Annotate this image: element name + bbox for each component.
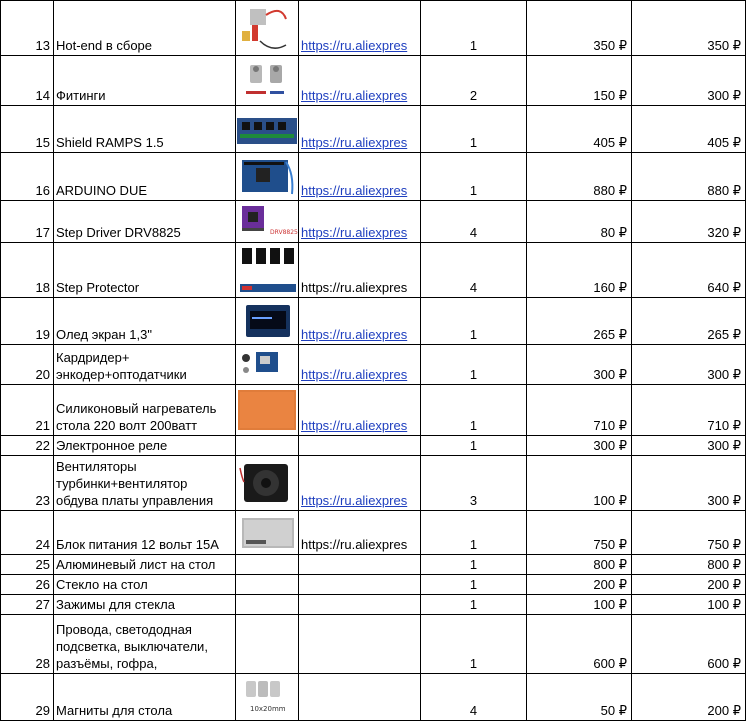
total-price: 200 ₽ <box>632 674 746 721</box>
row-number: 25 <box>1 555 54 575</box>
item-name[interactable]: Фитинги <box>54 56 236 106</box>
row-number: 21 <box>1 385 54 436</box>
quantity: 4 <box>421 243 527 298</box>
item-name[interactable]: Step Driver DRV8825 <box>54 201 236 243</box>
row-number: 27 <box>1 595 54 615</box>
row-number: 15 <box>1 106 54 153</box>
table-row <box>1 595 746 615</box>
unit-price: 80 ₽ <box>527 201 632 243</box>
row-number: 17 <box>1 201 54 243</box>
total-price: 300 ₽ <box>632 56 746 106</box>
unit-price: 50 ₽ <box>527 674 632 721</box>
total-price: 600 ₽ <box>632 615 746 674</box>
product-link[interactable]: https://ru.aliexpres <box>299 153 421 201</box>
product-link <box>299 575 421 595</box>
row-number: 16 <box>1 153 54 201</box>
quantity: 1 <box>421 436 527 456</box>
row-number: 14 <box>1 56 54 106</box>
row-number: 20 <box>1 345 54 385</box>
quantity: 2 <box>421 56 527 106</box>
unit-price: 300 ₽ <box>527 436 632 456</box>
total-price: 710 ₽ <box>632 385 746 436</box>
product-link[interactable]: https://ru.aliexpres <box>299 56 421 106</box>
unit-price: 265 ₽ <box>527 298 632 345</box>
unit-price: 750 ₽ <box>527 511 632 555</box>
product-link <box>299 615 421 674</box>
total-price: 200 ₽ <box>632 575 746 595</box>
empty-image-cell <box>236 555 299 575</box>
total-price: 320 ₽ <box>632 201 746 243</box>
quantity: 1 <box>421 106 527 153</box>
item-name[interactable]: Алюминевый лист на стол <box>54 555 236 575</box>
row-number: 28 <box>1 615 54 674</box>
total-price: 300 ₽ <box>632 436 746 456</box>
quantity: 1 <box>421 385 527 436</box>
product-link[interactable]: https://ru.aliexpres <box>299 243 421 298</box>
total-price: 300 ₽ <box>632 456 746 511</box>
total-price: 800 ₽ <box>632 555 746 575</box>
table-row <box>1 674 746 721</box>
magnet-size-label: 10x20mm <box>250 705 286 713</box>
item-name[interactable]: Shield RAMPS 1.5 <box>54 106 236 153</box>
item-name[interactable]: Кардридер+ энкодер+оптодатчики <box>54 345 236 385</box>
table-row <box>1 345 746 385</box>
row-number: 26 <box>1 575 54 595</box>
total-price: 880 ₽ <box>632 153 746 201</box>
total-price: 640 ₽ <box>632 243 746 298</box>
power-supply-image <box>236 511 299 555</box>
magnets-image <box>236 674 299 721</box>
product-link <box>299 436 421 456</box>
empty-image-cell <box>236 436 299 456</box>
unit-price: 100 ₽ <box>527 595 632 615</box>
quantity: 3 <box>421 456 527 511</box>
unit-price: 710 ₽ <box>527 385 632 436</box>
item-name[interactable]: Hot-end в сборе <box>54 1 236 56</box>
blower-fan-image <box>236 456 299 511</box>
quantity: 1 <box>421 615 527 674</box>
product-link[interactable]: https://ru.aliexpres <box>299 298 421 345</box>
quantity: 1 <box>421 511 527 555</box>
empty-image-cell <box>236 575 299 595</box>
quantity: 4 <box>421 674 527 721</box>
unit-price: 405 ₽ <box>527 106 632 153</box>
unit-price: 160 ₽ <box>527 243 632 298</box>
hotend-image <box>236 1 299 56</box>
quantity: 1 <box>421 1 527 56</box>
table-row <box>1 201 746 243</box>
item-name[interactable]: ARDUINO DUE <box>54 153 236 201</box>
unit-price: 350 ₽ <box>527 1 632 56</box>
row-number: 29 <box>1 674 54 721</box>
item-name[interactable]: Силиконовый нагреватель стола 220 волт 200ватт <box>54 385 236 436</box>
table-row <box>1 575 746 595</box>
item-name[interactable]: Олед экран 1,3" <box>54 298 236 345</box>
row-number: 19 <box>1 298 54 345</box>
product-link <box>299 555 421 575</box>
empty-image-cell <box>236 615 299 674</box>
fittings-image <box>236 56 299 106</box>
product-link[interactable]: https://ru.aliexpres <box>299 511 421 555</box>
quantity: 1 <box>421 345 527 385</box>
oled-screen-image <box>236 298 299 345</box>
quantity: 1 <box>421 153 527 201</box>
row-number: 23 <box>1 456 54 511</box>
quantity: 1 <box>421 595 527 615</box>
table-row <box>1 456 746 511</box>
quantity: 4 <box>421 201 527 243</box>
unit-price: 100 ₽ <box>527 456 632 511</box>
item-name[interactable]: Стекло на стол <box>54 575 236 595</box>
unit-price: 600 ₽ <box>527 615 632 674</box>
quantity: 1 <box>421 575 527 595</box>
total-price: 350 ₽ <box>632 1 746 56</box>
table-row <box>1 1 746 56</box>
total-price: 750 ₽ <box>632 511 746 555</box>
table-row <box>1 153 746 201</box>
total-price: 300 ₽ <box>632 345 746 385</box>
unit-price: 150 ₽ <box>527 56 632 106</box>
table-row <box>1 56 746 106</box>
table-row <box>1 385 746 436</box>
ramps-board-image <box>236 106 299 153</box>
empty-image-cell <box>236 595 299 615</box>
silicone-heater-image <box>236 385 299 436</box>
step-protector-image <box>236 243 299 298</box>
table-row <box>1 615 746 674</box>
total-price: 100 ₽ <box>632 595 746 615</box>
product-link[interactable]: https://ru.aliexpres <box>299 1 421 56</box>
item-name[interactable]: Вентиляторы турбинки+вентилятор обдува платы управления <box>54 456 236 511</box>
item-name[interactable]: Зажимы для стекла <box>54 595 236 615</box>
unit-price: 800 ₽ <box>527 555 632 575</box>
item-name[interactable]: Step Protector <box>54 243 236 298</box>
total-price: 405 ₽ <box>632 106 746 153</box>
product-link <box>299 674 421 721</box>
arduino-board-image <box>236 153 299 201</box>
table-row <box>1 106 746 153</box>
product-link[interactable]: https://ru.aliexpres <box>299 345 421 385</box>
table-row <box>1 511 746 555</box>
row-number: 22 <box>1 436 54 456</box>
stepper-driver-image <box>236 201 299 243</box>
product-link[interactable]: https://ru.aliexpres <box>299 456 421 511</box>
unit-price: 200 ₽ <box>527 575 632 595</box>
unit-price: 880 ₽ <box>527 153 632 201</box>
item-name[interactable]: Провода, светододная подсветка, выключатели, разъёмы, гофра, <box>54 615 236 674</box>
table-row <box>1 243 746 298</box>
item-name[interactable]: Блок питания 12 вольт 15А <box>54 511 236 555</box>
card-reader-image <box>236 345 299 385</box>
item-name[interactable]: Электронное реле <box>54 436 236 456</box>
row-number: 18 <box>1 243 54 298</box>
row-number: 13 <box>1 1 54 56</box>
row-number: 24 <box>1 511 54 555</box>
product-link[interactable]: https://ru.aliexpres <box>299 106 421 153</box>
table-row <box>1 436 746 456</box>
drv8825-label: DRV8825 <box>270 228 298 236</box>
item-name[interactable]: Магниты для стола <box>54 674 236 721</box>
table-row <box>1 298 746 345</box>
product-link <box>299 595 421 615</box>
quantity: 1 <box>421 555 527 575</box>
unit-price: 300 ₽ <box>527 345 632 385</box>
quantity: 1 <box>421 298 527 345</box>
product-link[interactable]: https://ru.aliexpres <box>299 385 421 436</box>
product-link[interactable]: https://ru.aliexpres <box>299 201 421 243</box>
table-row <box>1 555 746 575</box>
total-price: 265 ₽ <box>632 298 746 345</box>
